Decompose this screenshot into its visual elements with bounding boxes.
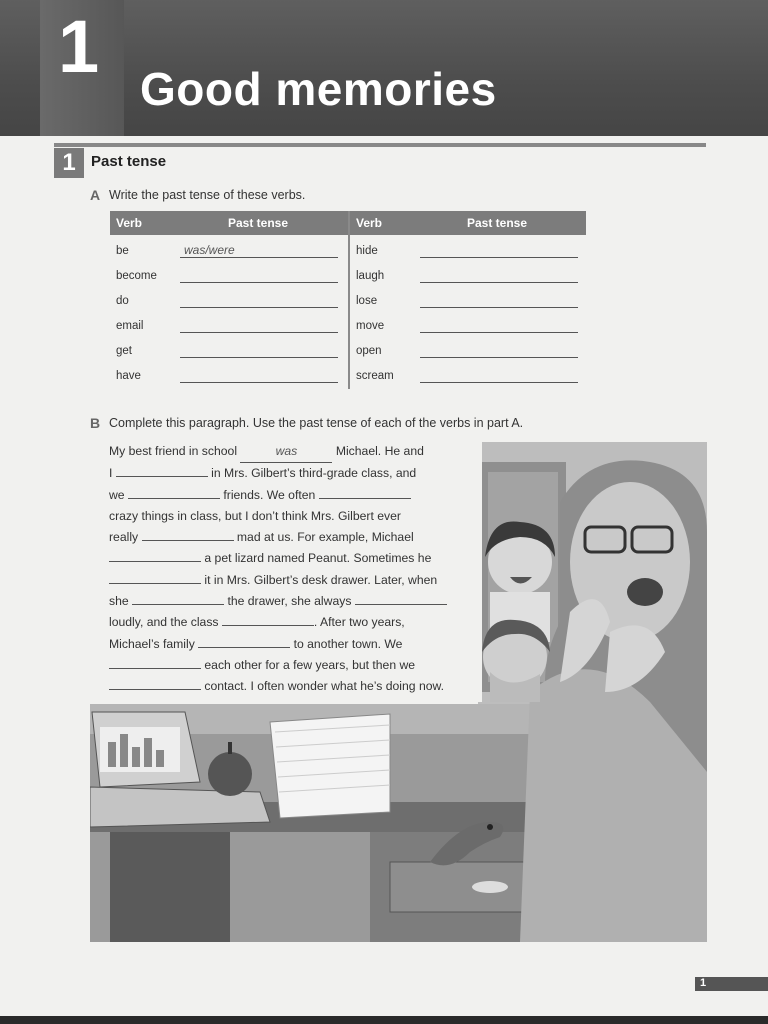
verb-left: get: [116, 345, 132, 357]
table-header-right: [350, 211, 586, 235]
verb-left: do: [116, 295, 129, 307]
table-header-left: [110, 211, 348, 235]
blank-input[interactable]: [109, 549, 201, 562]
blank-input[interactable]: [319, 486, 411, 499]
verb-left: become: [116, 270, 157, 282]
paragraph-exercise: My best friend in school was Michael. He and I in Mrs. Gilbert’s third-grade class, and we friends. We often crazy things in class, but I don’t think Mrs. Gilbert ever really mad at us. For example, Michael a pet lizard named Peanut. Sometimes he it in Mrs. Gilbert’s desk drawer. Later, when she the drawer, she always loudly, and the class . After two years, Michael’s family to another town. We each other for a few years, but then we contact. I often wonder what he’s doing now.: [109, 441, 474, 698]
table-row: [110, 313, 586, 338]
bottom-strip: [0, 1016, 768, 1024]
verb-left: have: [116, 370, 141, 382]
answer-field[interactable]: was/were: [184, 243, 235, 257]
answer-field[interactable]: [180, 382, 338, 383]
blank-input[interactable]: [355, 592, 447, 605]
desk-leg-left: [110, 832, 230, 942]
verb-left: be: [116, 245, 129, 257]
answer-field[interactable]: [420, 307, 578, 308]
part-a-instruction: Write the past tense of these verbs.: [109, 188, 306, 202]
answer-field[interactable]: [180, 357, 338, 358]
answer-field[interactable]: [180, 332, 338, 333]
blank-input[interactable]: [109, 677, 201, 690]
blank-input[interactable]: [116, 464, 208, 477]
answer-field[interactable]: [420, 282, 578, 283]
page-number: 1: [700, 977, 707, 989]
verb-table: [110, 211, 586, 391]
header-verb-left: Verb: [116, 216, 143, 230]
teacher-mouth: [627, 578, 663, 606]
laptop-base: [90, 787, 270, 827]
example-answer[interactable]: was: [240, 441, 332, 463]
paper-stack: [270, 714, 390, 818]
verb-right: hide: [356, 245, 378, 257]
header-past-left: Past tense: [228, 216, 289, 230]
blank-input[interactable]: [222, 613, 314, 626]
drawer-handle-icon: [472, 881, 508, 893]
unit-banner: [0, 0, 768, 136]
blank-input[interactable]: [109, 656, 201, 669]
apple-icon: [208, 752, 252, 796]
answer-field[interactable]: [420, 332, 578, 333]
verb-right: move: [356, 320, 385, 332]
header-verb-right: Verb: [356, 216, 383, 230]
verb-left: email: [116, 320, 144, 332]
answer-field[interactable]: [420, 357, 578, 358]
answer-field[interactable]: [180, 282, 338, 283]
blank-input[interactable]: [198, 635, 290, 648]
blank-input[interactable]: [132, 592, 224, 605]
verb-right: open: [356, 345, 382, 357]
answer-field[interactable]: [180, 307, 338, 308]
section-rule: [54, 143, 706, 147]
blank-input[interactable]: [128, 486, 220, 499]
part-b-letter: B: [90, 415, 101, 431]
answer-line: [180, 257, 338, 258]
section-number-badge: 1: [54, 148, 84, 178]
table-row: [110, 288, 586, 313]
table-row: [110, 263, 586, 288]
verb-right: scream: [356, 370, 394, 382]
table-row: [110, 238, 586, 263]
table-row: [110, 338, 586, 363]
blank-input[interactable]: [109, 571, 201, 584]
unit-number: 1: [58, 5, 100, 88]
blank-input[interactable]: [142, 528, 234, 541]
answer-field[interactable]: [420, 382, 578, 383]
section-title: Past tense: [91, 153, 167, 170]
header-past-right: Past tense: [467, 216, 528, 230]
part-a-letter: A: [90, 187, 101, 203]
verb-right: laugh: [356, 270, 385, 282]
verb-right: lose: [356, 295, 378, 307]
table-row: [110, 363, 586, 388]
unit-title: Good memories: [140, 63, 497, 115]
part-b-instruction: Complete this paragraph. Use the past tense of each of the verbs in part A.: [109, 416, 524, 430]
answer-field[interactable]: [420, 257, 578, 258]
